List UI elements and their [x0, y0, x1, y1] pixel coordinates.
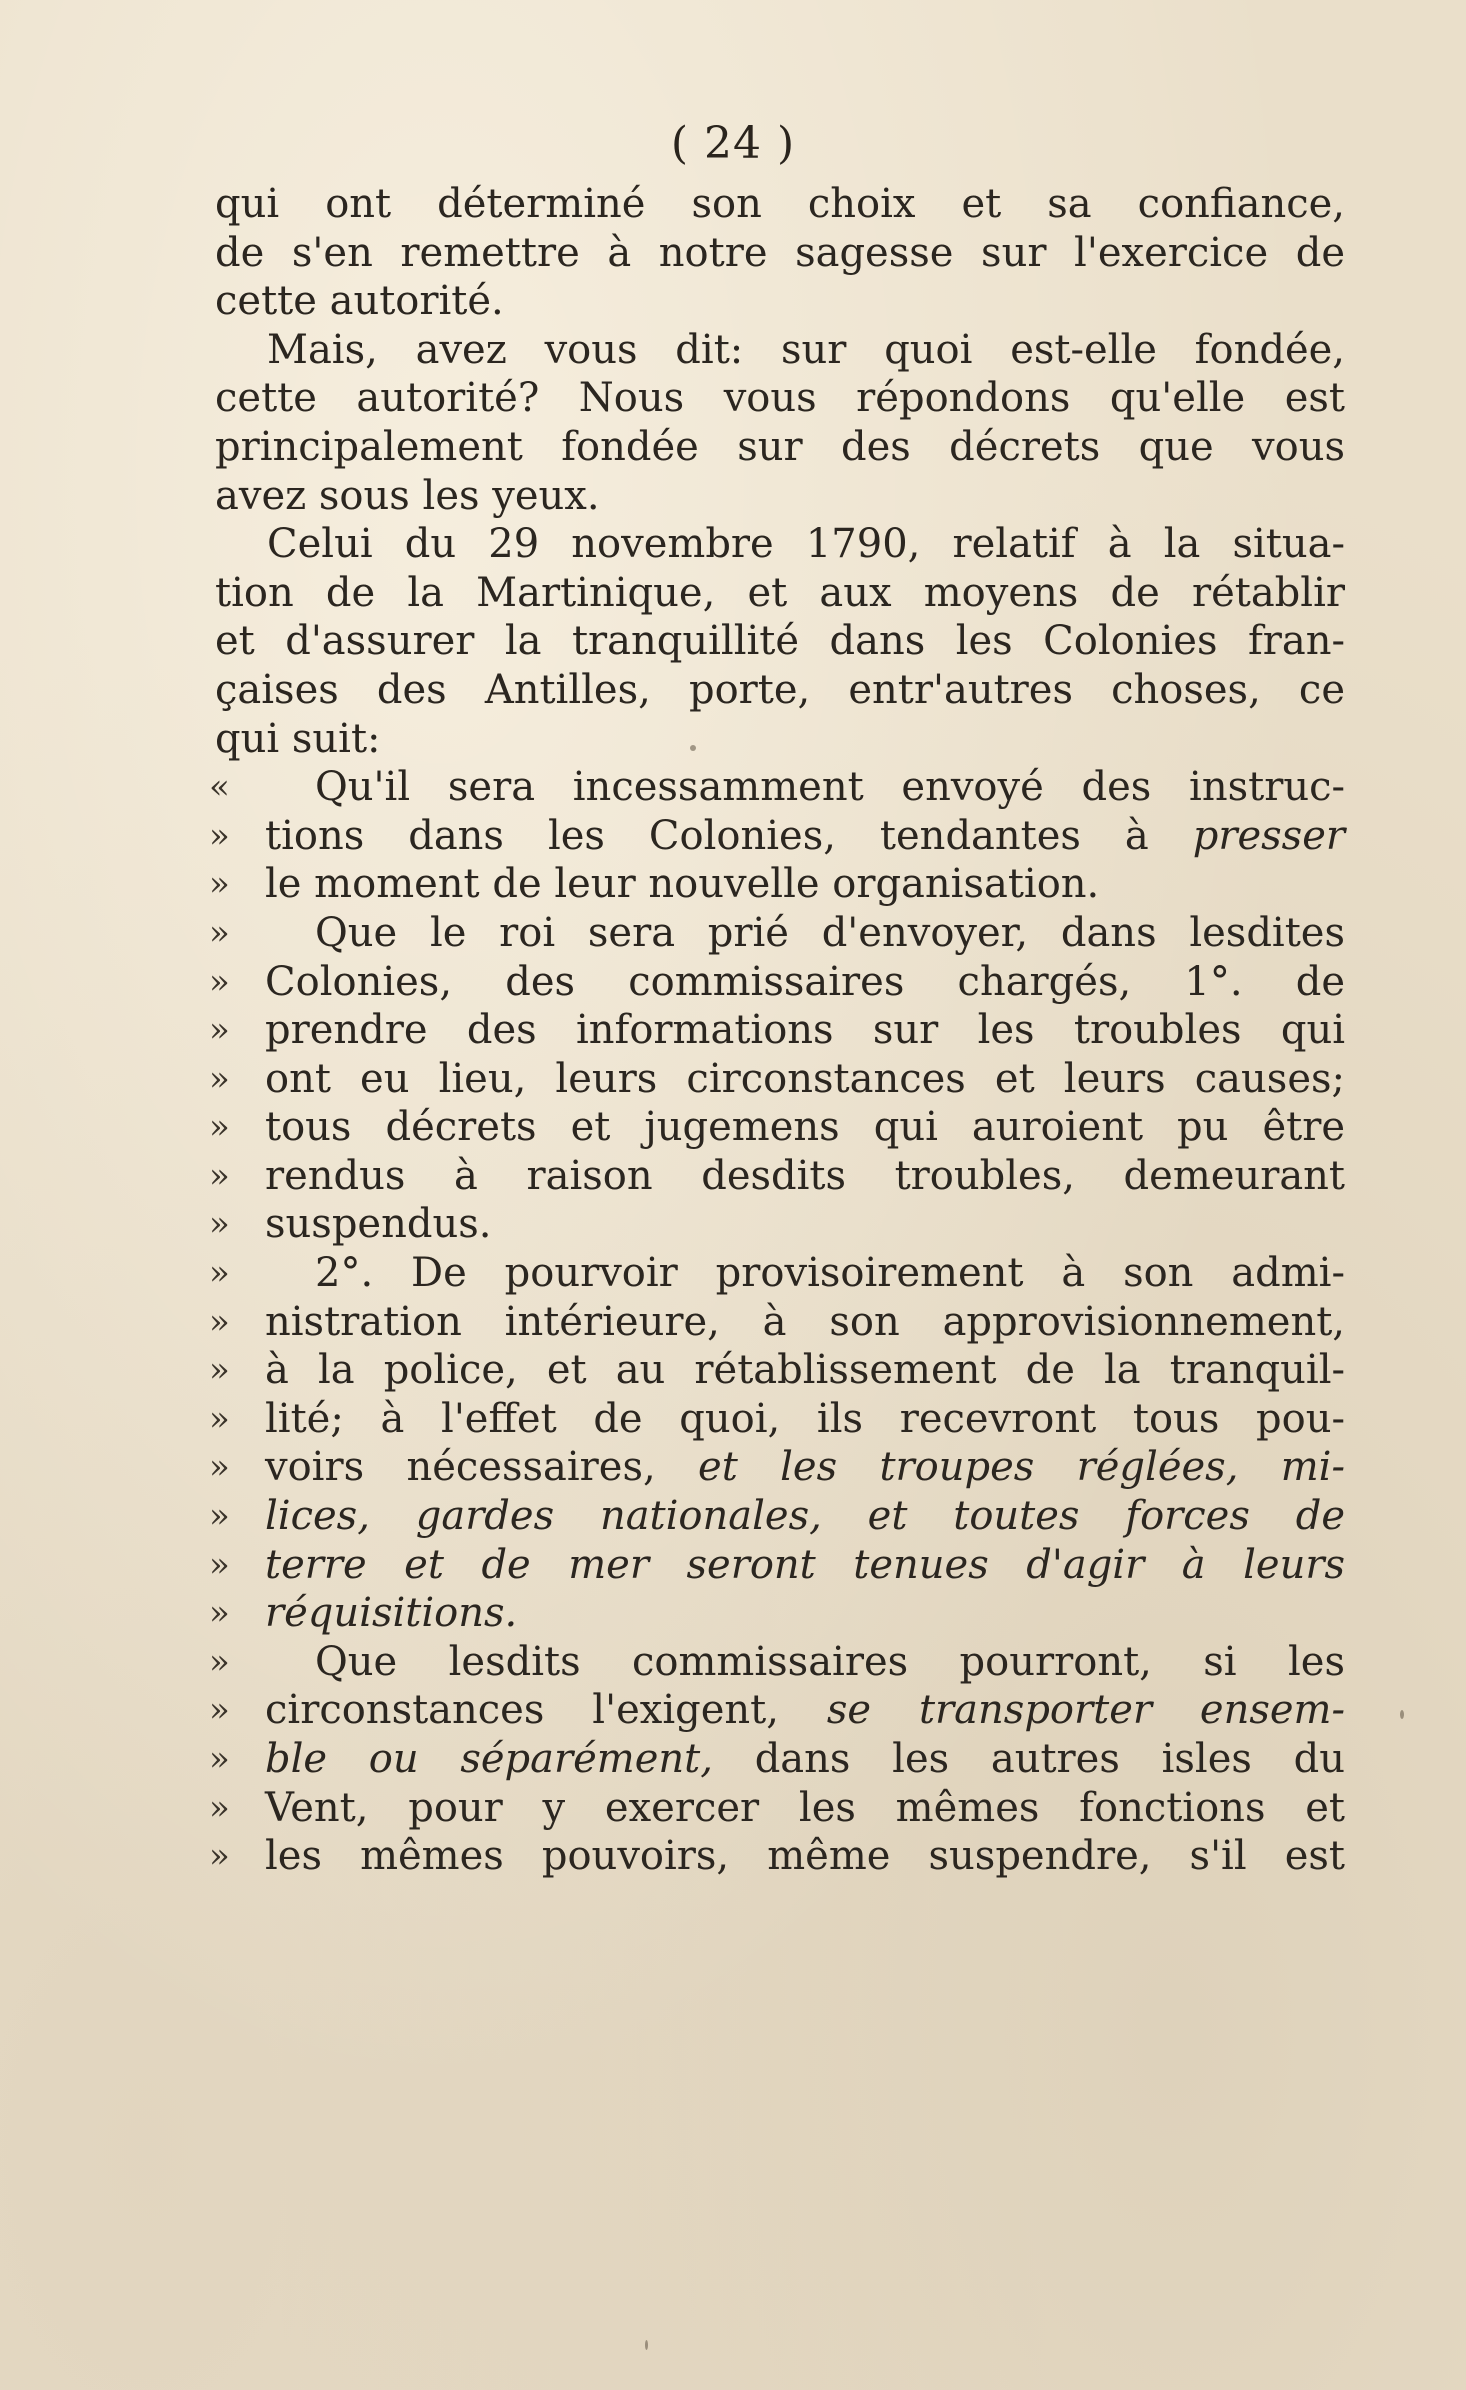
quotation-mark: » — [209, 1447, 230, 1488]
line-text: tion de la Martinique, et aux moyens de rétablir — [215, 569, 1345, 616]
line-text: prendre des informations sur les troubles qui — [265, 1007, 1345, 1054]
line-text: avez sous les yeux. — [215, 472, 600, 519]
text-line — [215, 666, 1345, 715]
text-line — [215, 277, 1345, 326]
quotation-mark: » — [209, 864, 230, 905]
quotation-mark: » — [209, 1398, 230, 1439]
line-text: ont eu lieu, leurs circonstances et leurs causes; — [265, 1055, 1345, 1102]
text-line — [209, 1152, 1345, 1201]
paper-speck — [645, 2340, 648, 2350]
text-line — [215, 374, 1345, 423]
line-text: suspendus. — [265, 1201, 492, 1248]
quotation-mark: » — [209, 912, 230, 953]
line-text: 2°. De pourvoir provisoirement à son admi- — [315, 1250, 1345, 1297]
quotation-mark: » — [209, 1690, 230, 1731]
page-number: ( 24 ) — [670, 118, 796, 169]
text-line — [215, 569, 1345, 618]
text-line — [215, 472, 1345, 521]
text-line — [209, 958, 1345, 1007]
text-line — [209, 860, 1345, 909]
quotation-mark: » — [209, 1836, 230, 1877]
quotation-mark: » — [209, 1544, 230, 1585]
text-line — [209, 1055, 1345, 1104]
text-line — [209, 1638, 1345, 1687]
line-text: çaises des Antilles, porte, entr'autres choses, ce — [215, 666, 1345, 713]
line-text: de s'en remettre à notre sagesse sur l'exercice de — [215, 229, 1345, 276]
line-text: tions dans les Colonies, tendantes à presser — [265, 812, 1345, 859]
line-text: réquisitions. — [265, 1590, 518, 1637]
text-line — [209, 909, 1345, 958]
text-line — [209, 1249, 1345, 1298]
line-text: circonstances l'exigent, se transporter ensem- — [265, 1687, 1345, 1734]
text-line — [209, 1006, 1345, 1055]
quotation-mark: » — [209, 1058, 230, 1099]
quotation-mark: » — [209, 961, 230, 1002]
text-line — [209, 812, 1345, 861]
paper-speck — [690, 745, 696, 751]
text-line — [209, 763, 1345, 812]
text-line — [209, 1541, 1345, 1590]
quotation-mark: » — [209, 1107, 230, 1148]
quotation-mark: « — [209, 767, 230, 808]
text-line — [215, 520, 1345, 569]
line-text: nistration intérieure, à son approvisionnement, — [265, 1298, 1345, 1345]
text-line — [209, 1735, 1345, 1784]
quotation-mark: » — [209, 1253, 230, 1294]
text-line — [209, 1686, 1345, 1735]
line-text: Qu'il sera incessamment envoyé des instruc- — [315, 764, 1345, 811]
quotation-mark: » — [209, 1641, 230, 1682]
line-text: les mêmes pouvoirs, même suspendre, s'il est — [265, 1833, 1345, 1880]
line-text: lité; à l'effet de quoi, ils recevront tous pou- — [265, 1395, 1345, 1442]
quotation-mark: » — [209, 1301, 230, 1342]
line-text: voirs nécessaires, et les troupes réglées, mi- — [265, 1444, 1345, 1491]
quotation-mark: » — [209, 815, 230, 856]
line-text: terre et de mer seront tenues d'agir à leurs — [265, 1541, 1345, 1588]
line-text: rendus à raison desdits troubles, demeurant — [265, 1152, 1345, 1199]
quotation-mark: » — [209, 1204, 230, 1245]
quotation-mark: » — [209, 1496, 230, 1537]
quotation-mark: » — [209, 1155, 230, 1196]
line-text: Celui du 29 novembre 1790, relatif à la situa- — [267, 521, 1345, 568]
text-line — [209, 1395, 1345, 1444]
quotation-mark: » — [209, 1593, 230, 1634]
paper-speck — [1400, 1710, 1404, 1719]
line-text: Colonies, des commissaires chargés, 1°. de — [265, 958, 1345, 1005]
line-text: qui ont déterminé son choix et sa confiance, — [215, 181, 1345, 227]
text-line — [209, 1103, 1345, 1152]
line-text: à la police, et au rétablissement de la tranquil- — [265, 1347, 1345, 1394]
text-line — [209, 1492, 1345, 1541]
line-text: le moment de leur nouvelle organisation. — [265, 861, 1100, 908]
text-line — [209, 1346, 1345, 1395]
line-text: Vent, pour y exercer les mêmes fonctions et — [265, 1784, 1345, 1831]
text-line — [209, 1443, 1345, 1492]
line-text: qui suit: — [215, 715, 381, 762]
text-line — [209, 1589, 1345, 1638]
quotation-mark: » — [209, 1739, 230, 1779]
body-text — [209, 180, 1345, 1881]
line-text: cette autorité. — [215, 278, 504, 325]
line-text: tous décrets et jugemens qui auroient pu être — [265, 1104, 1345, 1151]
line-text: ble ou séparément, dans les autres isles du — [265, 1736, 1345, 1782]
text-line — [209, 1298, 1345, 1347]
text-line — [215, 326, 1345, 375]
text-line — [215, 180, 1345, 229]
line-text: Que lesdits commissaires pourront, si les — [315, 1638, 1345, 1685]
text-line — [215, 617, 1345, 666]
line-text: Que le roi sera prié d'envoyer, dans lesdites — [315, 909, 1345, 956]
text-line — [209, 1200, 1345, 1249]
text-line — [215, 423, 1345, 472]
quotation-mark: » — [209, 1787, 230, 1828]
quotation-mark: » — [209, 1350, 230, 1391]
text-line — [209, 1784, 1345, 1833]
text-line — [215, 715, 1345, 764]
quotation-mark: » — [209, 1010, 230, 1051]
line-text: Mais, avez vous dit: sur quoi est-elle fondée, — [267, 326, 1345, 373]
line-text: cette autorité? Nous vous répondons qu'elle est — [215, 375, 1345, 422]
line-text: et d'assurer la tranquillité dans les Colonies fran- — [215, 618, 1345, 665]
text-line — [209, 1832, 1345, 1881]
line-text: principalement fondée sur des décrets que vous — [215, 423, 1345, 470]
text-line — [215, 229, 1345, 278]
line-text: lices, gardes nationales, et toutes forces de — [265, 1493, 1345, 1540]
